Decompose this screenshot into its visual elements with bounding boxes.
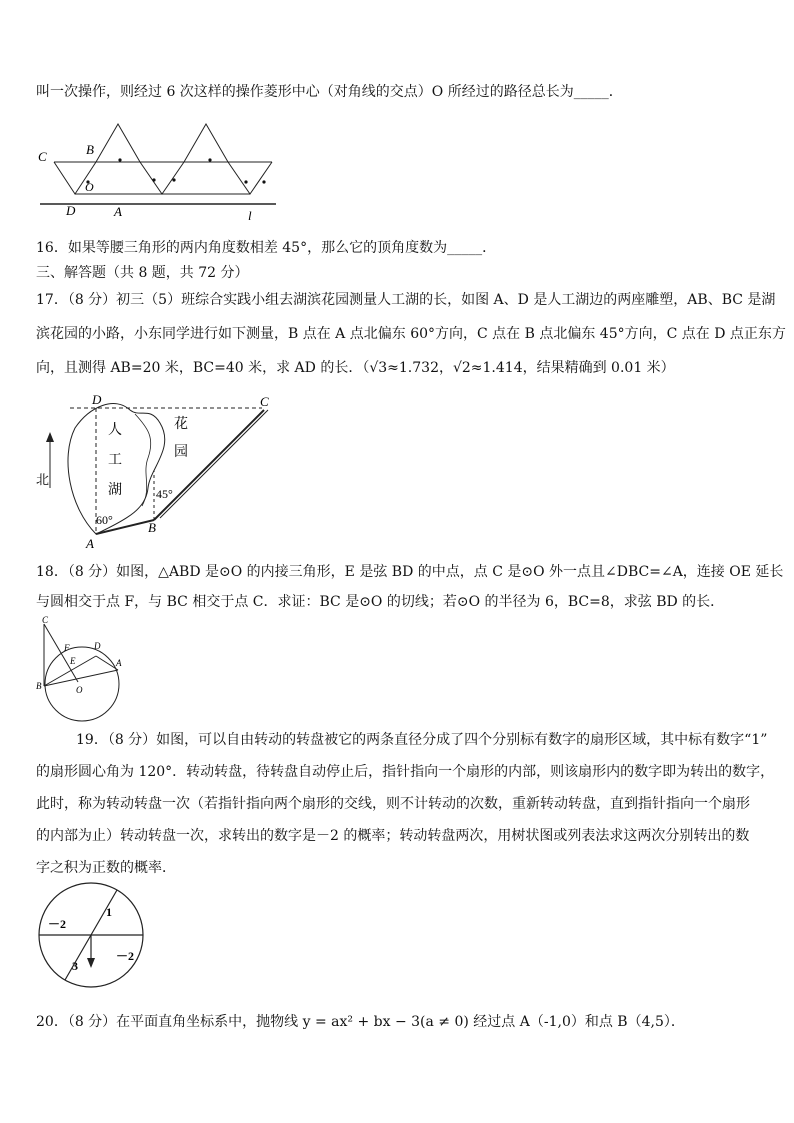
sector-neg2-left: －2 [48, 917, 67, 931]
label-north: 北 [36, 472, 50, 487]
q19-line-3: 此时，称为转动转盘一次（若指针指向两个扇形的交线，则不计转动的次数，重新转动转盘，直到指针指向一个扇形 [36, 796, 750, 812]
garden-char-2: 园 [174, 445, 188, 460]
angle-45: 45° [156, 487, 173, 501]
figure-15-rhombus [34, 114, 284, 222]
label-E: E [70, 656, 76, 666]
label-A: A [116, 658, 122, 668]
q19-line-2: 的扇形圆心角为 120°．转动转盘，待转盘自动停止后，指针指向一个扇形的内部，则该扇形内的数字即为转出的数字， [36, 764, 775, 780]
lake-char-1: 人 [108, 423, 122, 438]
label-D: D [66, 203, 76, 218]
q15-text: 叫一次操作，则经过 6 次这样的操作菱形中心（对角线的交点）O 所经过的路径总长为_____． [36, 84, 623, 100]
sector-neg2-right: －2 [116, 949, 135, 963]
label-C: C [42, 615, 49, 625]
garden-char-1: 花 [174, 417, 188, 432]
q18-line-2: 与圆相交于点 F，与 BC 相交于点 C．求证：BC 是⊙O 的切线；若⊙O 的半径为 6，BC=8，求弦 BD 的长． [36, 594, 725, 610]
lake-char-3: 湖 [108, 483, 122, 498]
label-l: l [248, 208, 252, 222]
figure-17-lake [30, 388, 280, 550]
label-B: B [86, 142, 94, 157]
figure-19-spinner [36, 880, 148, 992]
angle-60: 60° [96, 513, 113, 527]
label-O: O [85, 180, 94, 194]
label-C: C [38, 149, 47, 164]
sector-3: 3 [72, 959, 78, 973]
q17-line-1: 17．（8 分）初三（5）班综合实践小组去湖滨花园测量人工湖的长，如图 A、D 是人工湖边的两座雕塑，AB、BC 是湖 [36, 292, 776, 308]
q20-text: 20．（8 分）在平面直角坐标系中，抛物线 y = ax² + bx − 3(a ≠ 0) 经过点 A（-1,0）和点 B（4,5）． [36, 1014, 685, 1030]
label-B: B [36, 681, 42, 691]
figure-18-circle [34, 614, 134, 724]
q19-line-1: 19．（8 分）如图，可以自由转动的转盘被它的两条直径分成了四个分别标有数字的扇形区域，其中标有数字“1” [76, 732, 768, 748]
label-D: D [94, 641, 101, 651]
label-C: C [260, 394, 269, 409]
q17-line-3: 向，且测得 AB=20 米，BC=40 米，求 AD 的长．（√3≈1.732，√2≈1.414，结果精确到 0.01 米） [36, 360, 675, 376]
label-A: A [86, 536, 94, 550]
label-D: D [92, 392, 102, 407]
q17-line-2: 滨花园的小路，小东同学进行如下测量，B 点在 A 点北偏东 60°方向，C 点在 B 点北偏东 45°方向，C 点在 D 点正东方 [36, 326, 786, 342]
q19-line-5: 字之积为正数的概率． [36, 860, 176, 876]
label-F: F [64, 643, 70, 653]
q16-text: 16．如果等腰三角形的两内角度数相差 45°，那么它的顶角度数为_____． [36, 240, 497, 256]
q18-line-1: 18．（8 分）如图，△ABD 是⊙O 的内接三角形，E 是弦 BD 的中点，点 C 是⊙O 外一点且∠DBC=∠A，连接 OE 延长 [36, 564, 784, 580]
sector-1: 1 [106, 905, 112, 919]
section-heading: 三、解答题（共 8 题，共 72 分） [36, 265, 249, 281]
label-A: A [114, 204, 122, 219]
q19-line-4: 的内部为止）转动转盘一次，求转出的数字是－2 的概率；转动转盘两次，用树状图或列表法求这两次分别转出的数 [36, 828, 750, 844]
label-B: B [148, 520, 156, 535]
lake-char-2: 工 [108, 453, 122, 468]
label-O: O [76, 685, 83, 695]
